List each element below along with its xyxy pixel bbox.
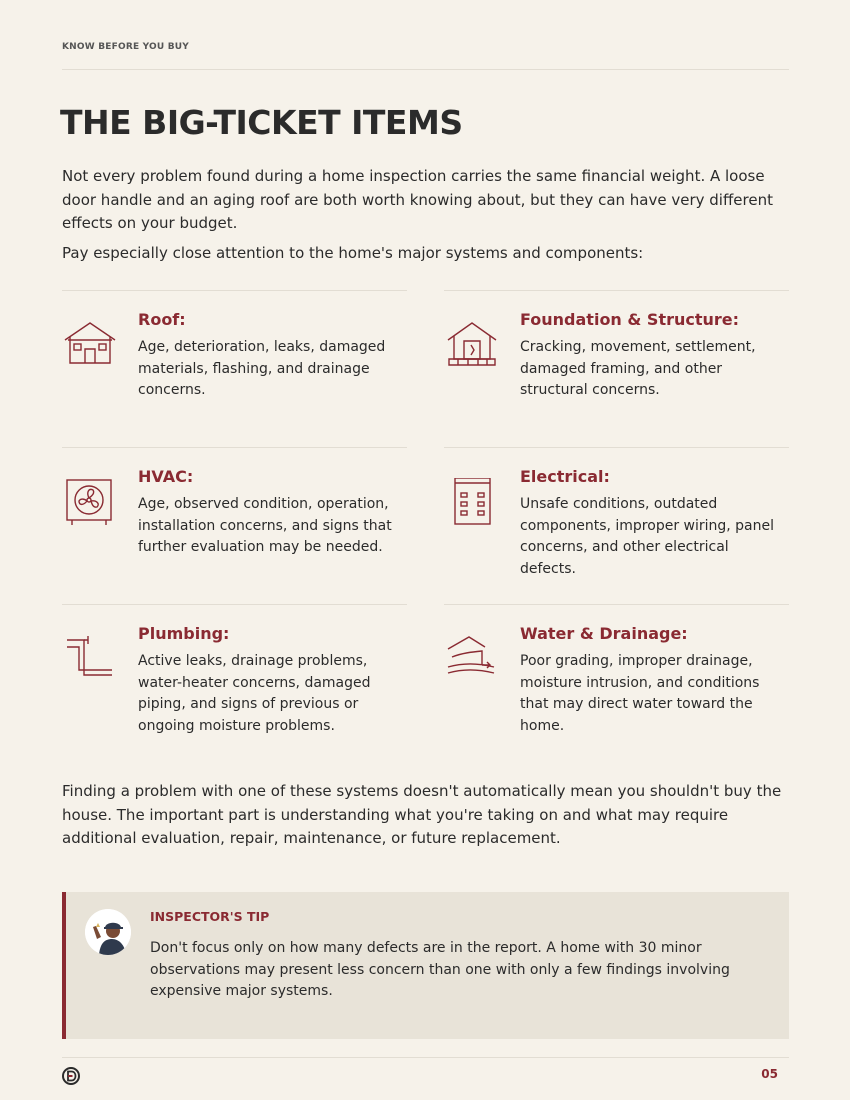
item-heading: Water & Drainage:	[520, 624, 688, 643]
page-number: 05	[761, 1067, 778, 1081]
item-description: Poor grading, improper drainage, moisture intrusion, and conditions that may direct water toward the home.	[520, 653, 760, 734]
intro-lead-in: Pay especially close attention to the home's major systems and components:	[62, 244, 644, 262]
grid-divider	[62, 447, 407, 448]
inspector-tip-callout	[62, 892, 789, 1039]
running-head: KNOW BEFORE YOU BUY	[62, 42, 190, 52]
inspector-avatar	[85, 909, 131, 955]
intro-paragraph: Not every problem found during a home inspection carries the same financial weight. A loose door handle and an aging roof are both worth knowing about, but they can have very different effects on your budget.	[62, 167, 773, 232]
electrical-panel-icon	[444, 478, 500, 528]
item-description: Age, deterioration, leaks, damaged materials, flashing, and drainage concerns.	[138, 339, 386, 398]
item-description: Age, observed condition, operation, installation concerns, and signs that further evaluation may be needed.	[138, 496, 392, 555]
grid-divider	[444, 604, 789, 605]
item-heading: Plumbing:	[138, 624, 230, 643]
item-description: Active leaks, drainage problems, water-heater concerns, damaged piping, and signs of previous or ongoing moisture problems.	[138, 653, 371, 734]
house-roof-icon	[62, 321, 118, 371]
item-description: Cracking, movement, settlement, damaged framing, and other structural concerns.	[520, 339, 756, 398]
grid-divider	[444, 447, 789, 448]
header-divider	[62, 69, 789, 70]
item-heading: Roof:	[138, 310, 186, 329]
grid-divider	[444, 290, 789, 291]
brand-logo-icon	[62, 1067, 80, 1085]
tip-heading: INSPECTOR'S TIP	[150, 909, 270, 924]
tip-text: Don't focus only on how many defects are in the report. A home with 30 minor observations may present less concern than one with only a few findings involving expensive major systems.	[150, 940, 730, 999]
item-heading: Electrical:	[520, 467, 610, 486]
grid-divider	[62, 604, 407, 605]
water-drainage-icon	[444, 635, 500, 685]
footer-divider	[62, 1057, 789, 1058]
page-title: THE BIG-TICKET ITEMS	[60, 103, 463, 142]
grid-divider	[62, 290, 407, 291]
closing-paragraph: Finding a problem with one of these systems doesn't automatically mean you shouldn't buy the house. The important part is understanding what you're taking on and what may require additional evaluation, repair, maintenance, or future replacement.	[62, 782, 782, 847]
hvac-fan-icon	[62, 478, 118, 528]
plumbing-pipe-icon	[62, 635, 118, 685]
item-description: Unsafe conditions, outdated components, improper wiring, panel concerns, and other electrical defects.	[520, 496, 775, 577]
item-heading: HVAC:	[138, 467, 194, 486]
house-foundation-icon	[444, 321, 500, 371]
item-heading: Foundation & Structure:	[520, 310, 740, 329]
